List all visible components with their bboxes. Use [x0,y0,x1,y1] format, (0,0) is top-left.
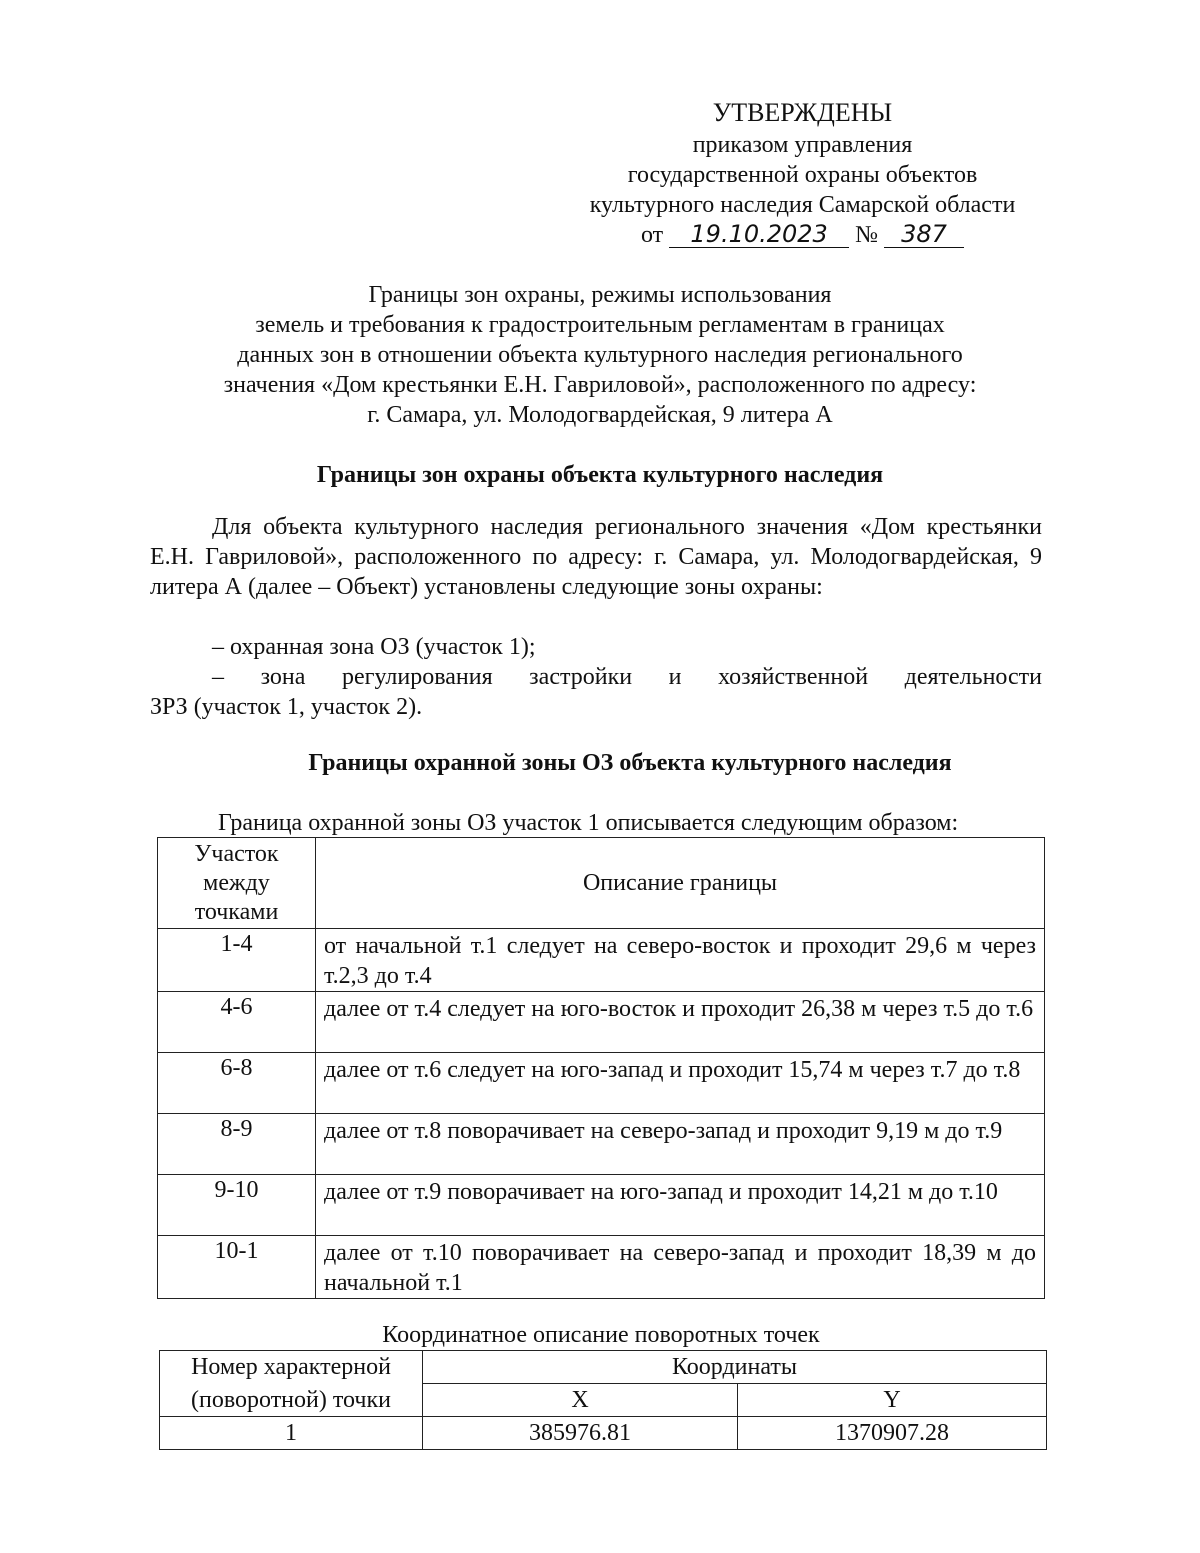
x-cell: 385976.81 [423,1417,738,1450]
section1-intro: Для объекта культурного наследия регионального значения «Дом крестьянки Е.Н. Гавриловой», расположенного по адресу: г. Самара, ул. Молодогвардейская, 9 литера А (далее – Объект) установлены следующие зоны охраны: [150,514,1042,600]
document-title-line-2: земель и требования к градостроительным регламентам в границах [255,312,945,338]
header-point-line-2: (поворотной) точки [160,1384,423,1417]
description-cell: далее от т.9 поворачивает на юго-запад и проходит 14,21 м до т.10 [316,1175,1045,1236]
point-cell: 1 [160,1417,423,1450]
header-segment-line-1: Участок [194,841,279,867]
table-header-row [158,838,1045,929]
description-cell: далее от т.6 следует на юго-запад и проходит 15,74 м через т.7 до т.8 [316,1053,1045,1114]
header-y: Y [738,1384,1047,1417]
segment-cell: 9-10 [158,1175,316,1236]
header-point-line-1: Номер характерной [160,1351,423,1384]
description-cell: далее от т.8 поворачивает на северо-запад и проходит 9,19 м до т.9 [316,1114,1045,1175]
date-prefix: от [640,222,664,248]
description-cell: от начальной т.1 следует на северо-восток и проходит 29,6 м через т.2,3 до т.4 [316,929,1045,992]
table-row [158,1053,1045,1114]
y-cell: 1370907.28 [738,1417,1047,1450]
segment-cell: 1-4 [158,929,316,992]
coords-header-row-2 [160,1384,1047,1417]
segment-cell: 10-1 [158,1236,316,1299]
table-row [160,1417,1047,1450]
oz-table-caption: Граница охранной зоны ОЗ участок 1 описывается следующим образом: [218,810,959,836]
section1-heading: Границы зон охраны объекта культурного наследия [316,462,884,488]
table-row [158,1114,1045,1175]
segment-cell: 6-8 [158,1053,316,1114]
approval-line-3: культурного наследия Самарской области [589,192,1016,218]
document-title-line-1: Границы зон охраны, режимы использования [368,282,832,308]
segment-cell: 8-9 [158,1114,316,1175]
description-cell: далее от т.4 следует на юго-восток и проходит 26,38 м через т.5 до т.6 [316,992,1045,1053]
approval-date-line [545,220,1060,250]
coordinates-table [159,1350,1047,1450]
header-segment-line-3: точками [194,899,279,925]
order-date: 19.10.2023 [669,221,849,248]
header-coordinates: Координаты [423,1351,1047,1384]
approval-block [545,98,1060,250]
coords-header-row-1 [160,1351,1047,1384]
header-description: Описание границы [316,838,1045,929]
description-cell: далее от т.10 поворачивает на северо-запад и проходит 18,39 м до начальной т.1 [316,1236,1045,1299]
document-title [150,280,1050,430]
document-title-line-5: г. Самара, ул. Молодогвардейская, 9 литера А [367,402,833,428]
table-row [158,1236,1045,1299]
order-number: 387 [884,221,964,248]
section1-item-2-line-1: – зона регулирования застройки и хозяйственной деятельности [212,664,1042,690]
oz-boundary-table [157,837,1045,1299]
header-x: X [423,1384,738,1417]
segment-cell: 4-6 [158,992,316,1053]
document-title-line-3: данных зон в отношении объекта культурного наследия регионального [237,342,963,368]
table-row [158,929,1045,992]
approval-line-2: государственной охраны объектов [627,162,978,188]
coordinates-caption: Координатное описание поворотных точек [382,1322,820,1348]
number-prefix: № [855,222,879,248]
section1-item-1: – охранная зона ОЗ (участок 1); [212,634,536,660]
table-row [158,992,1045,1053]
header-segment-line-2: между [203,870,270,896]
section1-item-2-line-2: ЗРЗ (участок 1, участок 2). [150,694,423,720]
approval-title: УТВЕРЖДЕНЫ [712,98,893,127]
approval-line-1: приказом управления [692,132,913,158]
document-title-line-4: значения «Дом крестьянки Е.Н. Гавриловой», расположенного по адресу: [223,372,977,398]
header-segment [158,838,316,929]
section2-heading: Границы охранной зоны ОЗ объекта культурного наследия [308,750,952,776]
table-row [158,1175,1045,1236]
